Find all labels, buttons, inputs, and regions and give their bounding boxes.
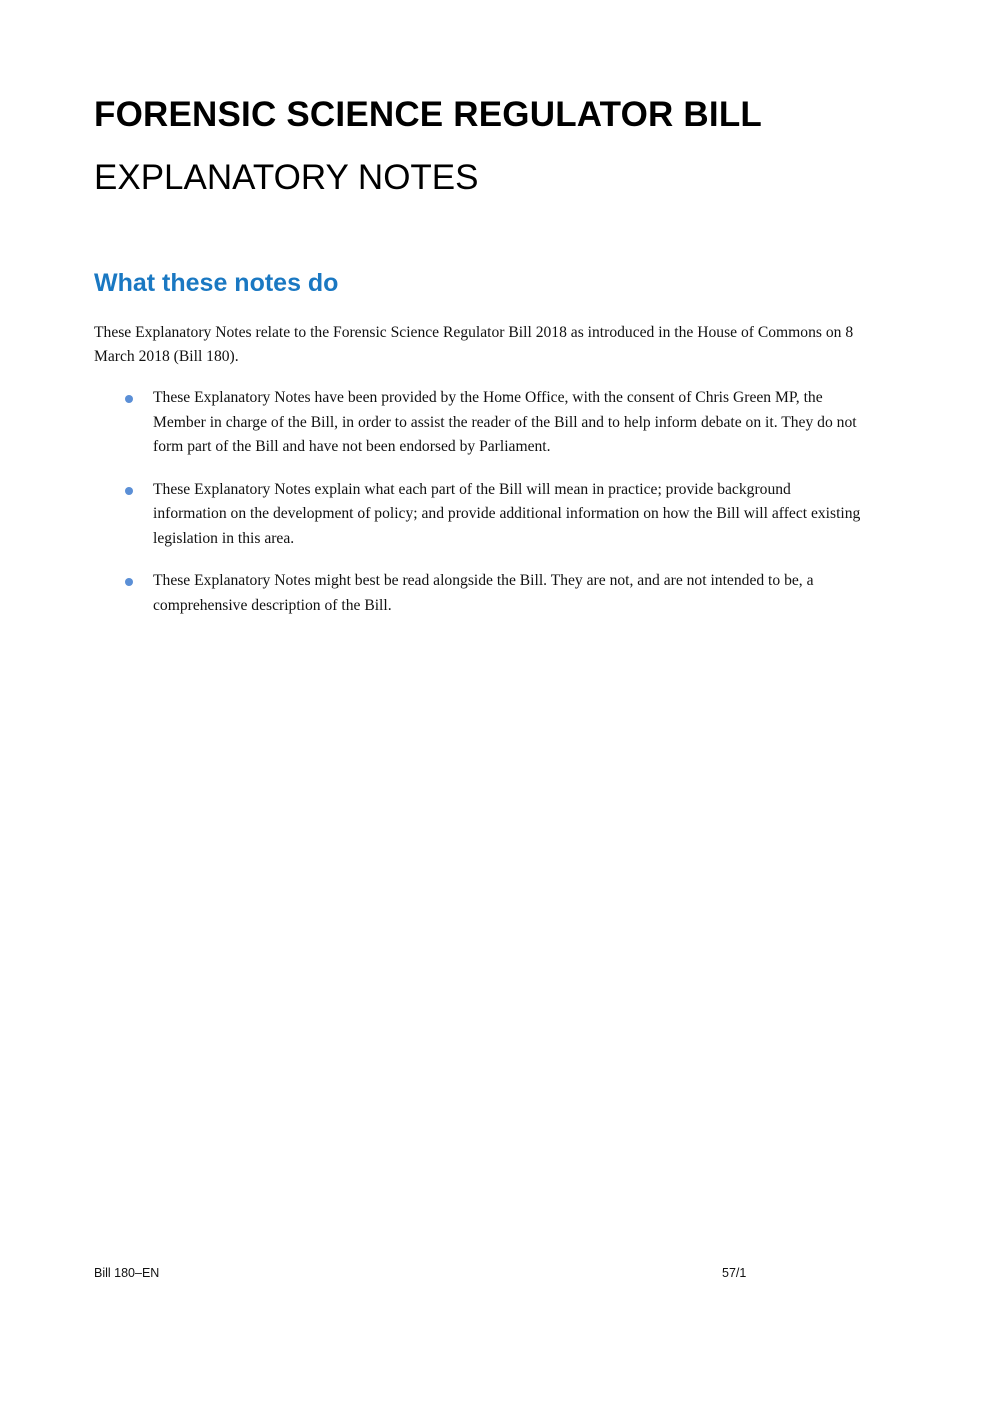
bullet-item (94, 569, 864, 618)
bullet-text: These Explanatory Notes might best be read alongside the Bill. They are not, and are not intended to be, a comprehensive description of the Bill. (153, 572, 814, 614)
bullet-dot-icon (125, 395, 133, 403)
document-title: FORENSIC SCIENCE REGULATOR BILL (94, 95, 762, 134)
bullet-dot-icon (125, 487, 133, 495)
intro-paragraph: These Explanatory Notes relate to the Forensic Science Regulator Bill 2018 as introduced in the House of Commons on 8 March 2018 (Bill 180). (94, 324, 854, 365)
document-subtitle: EXPLANATORY NOTES (94, 158, 479, 197)
section-heading: What these notes do (94, 269, 339, 297)
bullet-dot-icon (125, 578, 133, 586)
bullet-text: These Explanatory Notes have been provided by the Home Office, with the consent of Chris Green MP, the Member in charge of the Bill, in order to assist the reader of the Bill and to help inform debate on it. They do not form part of the Bill and have not been endorsed by Parliament. (153, 389, 857, 455)
bullet-list (94, 386, 864, 636)
bullet-text: These Explanatory Notes explain what each part of the Bill will mean in practice; provide background information on the development of policy; and provide additional information on how the Bill will affect existing legislation in this area. (153, 480, 861, 547)
footer-page-reference: 57/1 (722, 1266, 747, 1280)
bullet-item (94, 386, 864, 460)
bullet-item (94, 478, 864, 552)
footer-bill-reference: Bill 180–EN (94, 1266, 160, 1280)
